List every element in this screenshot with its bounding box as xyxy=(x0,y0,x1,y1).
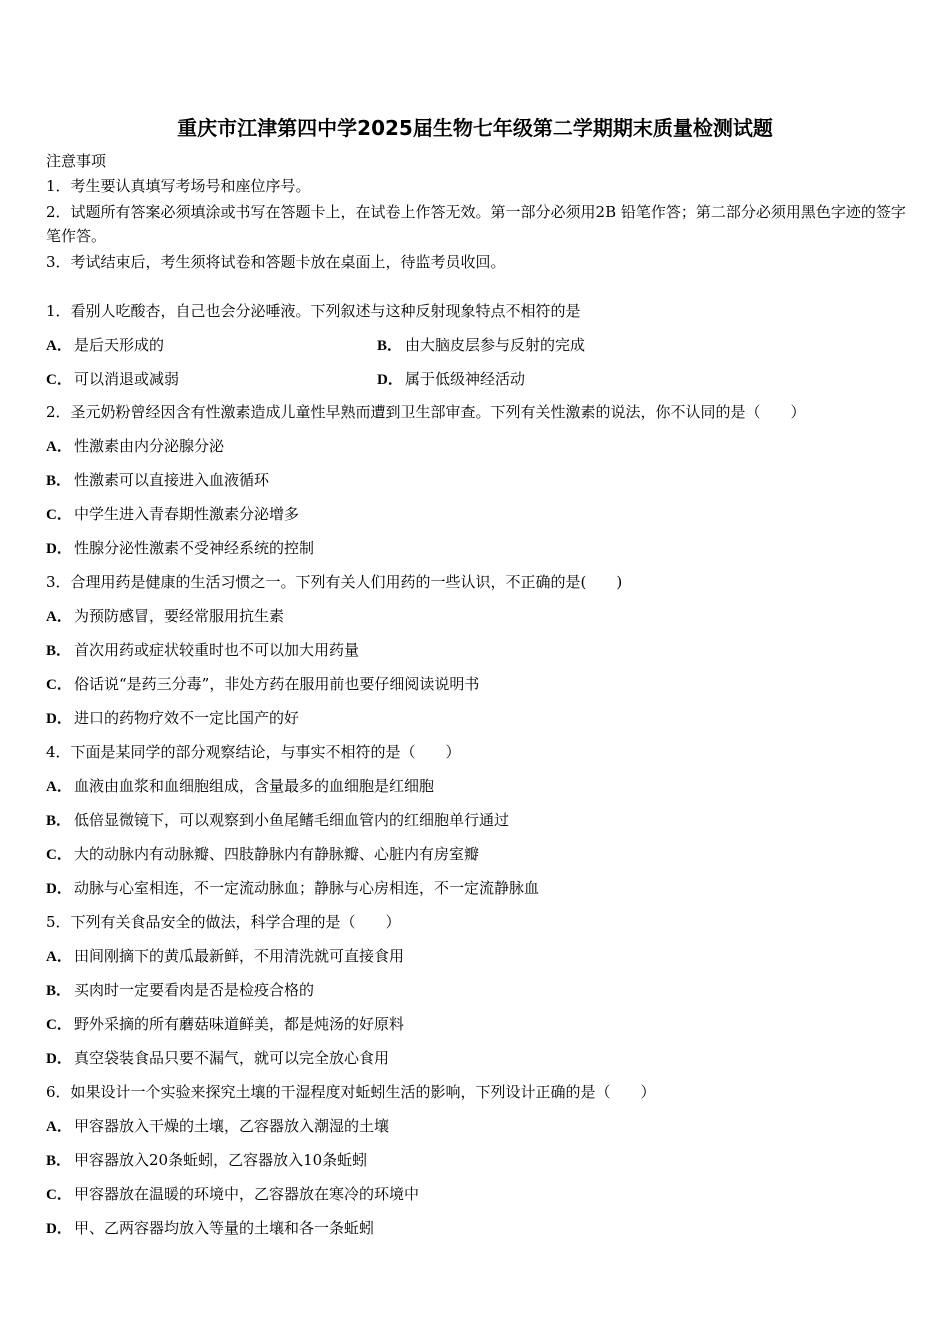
option-text: 可以消退或减弱 xyxy=(74,370,180,388)
question-3-option-c xyxy=(46,672,479,697)
question-1-option-d xyxy=(377,367,525,392)
notice-item-3: 3．考试结束后，考生须将试卷和答题卡放在桌面上，待监考员收回。 xyxy=(46,253,506,271)
question-2-option-c xyxy=(46,502,299,527)
question-6-option-a xyxy=(46,1114,389,1139)
option-label: B． xyxy=(46,1153,72,1169)
option-label: D． xyxy=(46,711,72,727)
question-2-option-b xyxy=(46,468,269,493)
question-5-option-a xyxy=(46,944,404,969)
option-text: 俗话说“是药三分毒”，非处方药在服用前也要仔细阅读说明书 xyxy=(74,675,480,693)
option-label: B． xyxy=(46,813,72,829)
option-text: 为预防感冒，要经常服用抗生素 xyxy=(74,607,285,625)
option-text: 中学生进入青春期性激素分泌增多 xyxy=(74,505,300,523)
option-text: 性激素由内分泌腺分泌 xyxy=(74,437,225,455)
question-1-stem: 1．看别人吃酸杏，自己也会分泌唾液。下列叙述与这种反射现象特点不相符的是 xyxy=(46,302,581,320)
question-5-option-b xyxy=(46,978,314,1003)
option-text: 血液由血浆和血细胞组成，含量最多的血细胞是红细胞 xyxy=(74,777,435,795)
question-4-option-d xyxy=(46,876,539,901)
option-text: 首次用药或症状较重时也不可以加大用药量 xyxy=(74,641,360,659)
option-label: B． xyxy=(46,473,72,489)
question-3-option-d xyxy=(46,706,299,731)
option-text: 甲容器放入干燥的土壤，乙容器放入潮湿的土壤 xyxy=(74,1117,390,1135)
option-text: 甲容器放入20条蚯蚓，乙容器放入10条蚯蚓 xyxy=(74,1151,368,1169)
option-label: B． xyxy=(46,643,72,659)
option-text: 甲容器放在温暖的环境中，乙容器放在寒冷的环境中 xyxy=(74,1185,420,1203)
question-2-option-a xyxy=(46,434,224,459)
question-3-stem: 3．合理用药是健康的生活习惯之一。下列有关人们用药的一些认识，不正确的是( ) xyxy=(46,573,623,591)
option-text: 性腺分泌性激素不受神经系统的控制 xyxy=(74,539,315,557)
option-text: 由大脑皮层参与反射的完成 xyxy=(405,336,586,354)
option-label: C． xyxy=(46,507,72,523)
option-label: A． xyxy=(46,439,72,455)
option-text: 真空袋装食品只要不漏气，就可以完全放心食用 xyxy=(74,1049,390,1067)
option-text: 低倍显微镜下，可以观察到小鱼尾鳍毛细血管内的红细胞单行通过 xyxy=(74,811,510,829)
option-label: A． xyxy=(46,779,72,795)
option-label: B． xyxy=(46,983,72,999)
option-label: A． xyxy=(46,949,72,965)
option-label: C． xyxy=(46,847,72,863)
option-label: A． xyxy=(46,1119,72,1135)
page-title: 重庆市江津第四中学2025届生物七年级第二学期期末质量检测试题 xyxy=(177,116,773,140)
question-6-stem: 6．如果设计一个实验来探究土壤的干湿程度对蚯蚓生活的影响，下列设计正确的是（ ） xyxy=(46,1083,656,1101)
option-label: A． xyxy=(46,338,72,354)
question-1-option-c xyxy=(46,367,179,392)
question-4-option-c xyxy=(46,842,479,867)
option-text: 动脉与心室相连，不一定流动脉血；静脉与心房相连，不一定流静脉血 xyxy=(74,879,540,897)
question-6-option-b xyxy=(46,1148,367,1173)
notice-item-1: 1．考生要认真填写考场号和座位序号。 xyxy=(46,177,311,195)
notice-heading: 注意事项 xyxy=(46,152,107,170)
option-label: C． xyxy=(46,1187,72,1203)
question-5-stem: 5．下列有关食品安全的做法，科学合理的是（ ） xyxy=(46,913,401,931)
question-6-option-d xyxy=(46,1216,374,1241)
question-2-stem: 2．圣元奶粉曾经因含有性激素造成儿童性早熟而遭到卫生部审查。下列有关性激素的说法，你不认同的是（ ） xyxy=(46,403,806,421)
option-text: 田间刚摘下的黄瓜最新鲜，不用清洗就可直接食用 xyxy=(74,947,405,965)
option-text: 甲、乙两容器均放入等量的土壤和各一条蚯蚓 xyxy=(74,1219,375,1237)
question-4-option-a xyxy=(46,774,434,799)
question-2-option-d xyxy=(46,536,314,561)
question-4-option-b xyxy=(46,808,509,833)
option-label: D． xyxy=(46,881,72,897)
option-text: 大的动脉内有动脉瓣、四肢静脉内有静脉瓣、心脏内有房室瓣 xyxy=(74,845,480,863)
question-3-option-b xyxy=(46,638,359,663)
option-label: C． xyxy=(46,372,72,388)
option-text: 性激素可以直接进入血液循环 xyxy=(74,471,270,489)
option-text: 野外采摘的所有蘑菇味道鲜美，都是炖汤的好原料 xyxy=(74,1015,405,1033)
question-5-option-d xyxy=(46,1046,389,1071)
option-label: A． xyxy=(46,609,72,625)
question-1-option-a xyxy=(46,333,164,358)
question-1-option-b xyxy=(377,333,585,358)
option-text: 属于低级神经活动 xyxy=(405,370,526,388)
option-label: D． xyxy=(377,372,403,388)
notice-item-2: 2．试题所有答案必须填涂或书写在答题卡上，在试卷上作答无效。第一部分必须用2B 铅笔作答；第二部分必须用黑色字迹的签字笔作答。 xyxy=(46,203,906,245)
option-label: C． xyxy=(46,1017,72,1033)
question-4-stem: 4．下面是某同学的部分观察结论，与事实不相符的是（ ） xyxy=(46,743,461,761)
question-5-option-c xyxy=(46,1012,404,1037)
question-6-option-c xyxy=(46,1182,419,1207)
option-label: B． xyxy=(377,338,403,354)
option-label: D． xyxy=(46,541,72,557)
option-label: D． xyxy=(46,1221,72,1237)
option-label: D． xyxy=(46,1051,72,1067)
option-text: 进口的药物疗效不一定比国产的好 xyxy=(74,709,300,727)
option-label: C． xyxy=(46,677,72,693)
question-3-option-a xyxy=(46,604,284,629)
option-text: 买肉时一定要看肉是否是检疫合格的 xyxy=(74,981,315,999)
option-text: 是后天形成的 xyxy=(74,336,165,354)
